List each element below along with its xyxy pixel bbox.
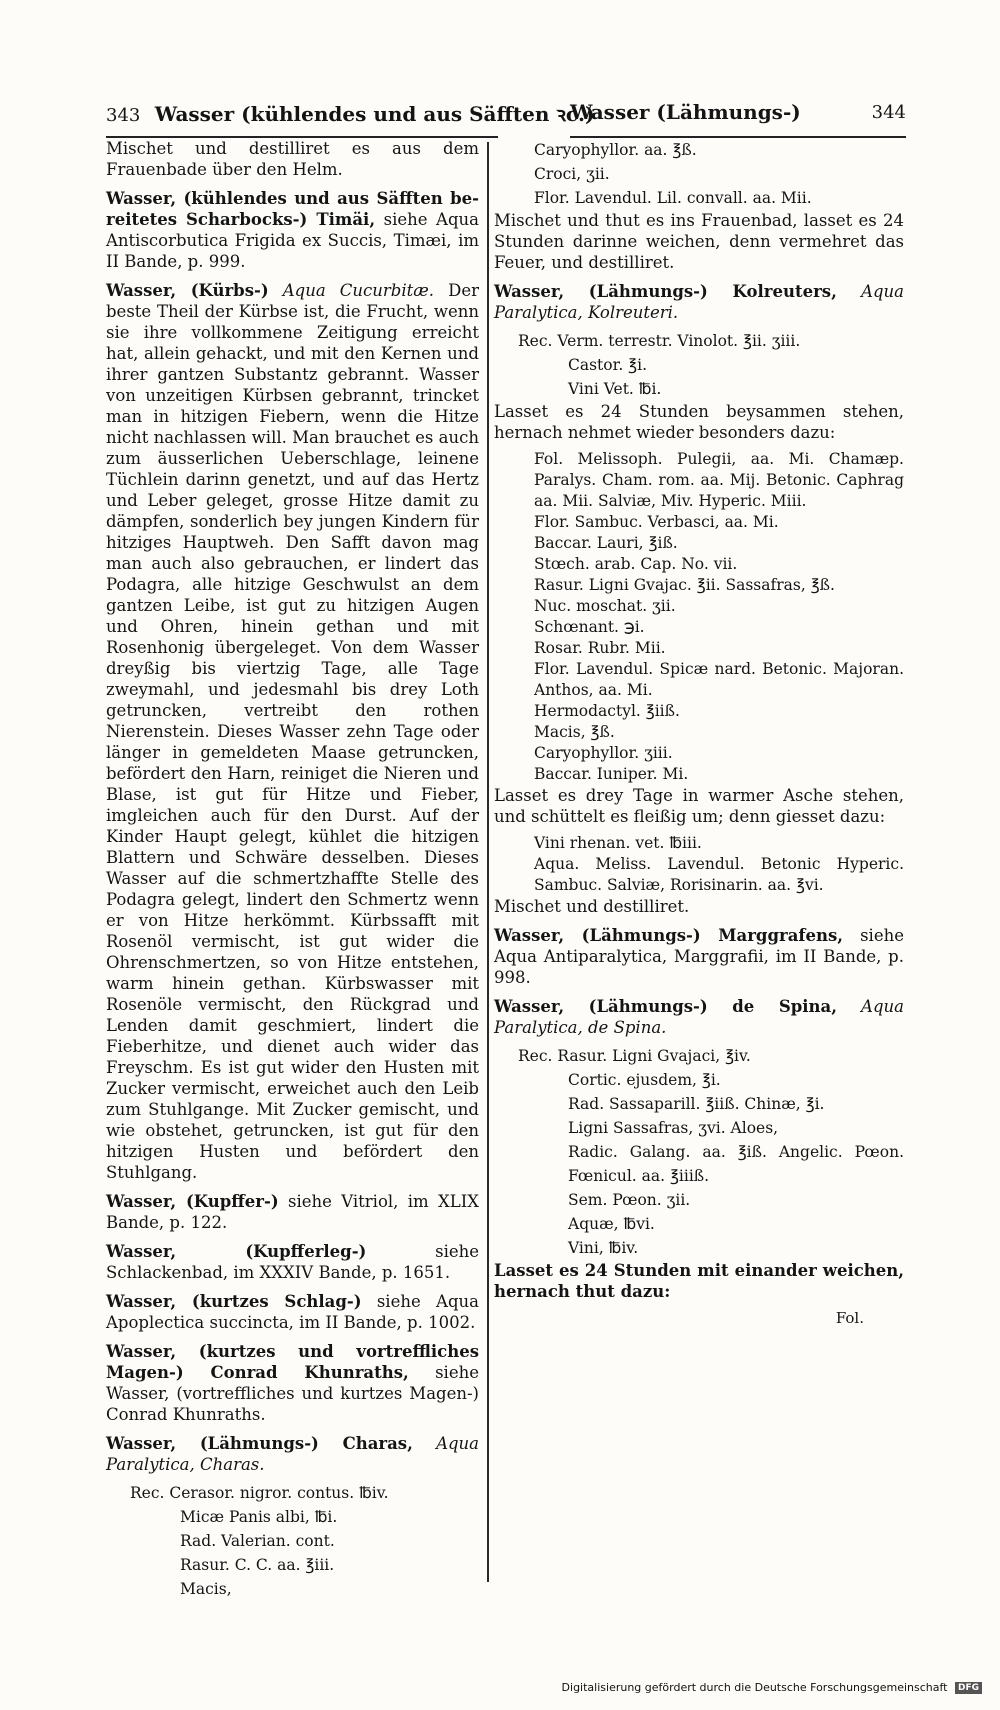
- recipe-line: Rec. Rasur. Ligni Gvajaci, ℥iv.: [518, 1047, 751, 1065]
- recipe-line: Vini rhenan. vet. ℔iii.: [534, 834, 702, 852]
- recipe-line: Schœnant. ℈i.: [534, 618, 645, 636]
- paragraph: Mischet und destilliret.: [494, 897, 690, 916]
- entry-headword: Wasser, (Lähmungs-) Kolreuters,: [494, 282, 837, 301]
- entry-headword: Wasser, (kurtzes Schlag-): [106, 1292, 362, 1311]
- recipe-line: Cortic. ejusdem, ℥i.: [568, 1071, 721, 1089]
- recipe-infusion: [494, 833, 904, 896]
- entry-kuerbs: [106, 280, 479, 1183]
- entry-kurtzes-schlag: [106, 1291, 479, 1333]
- entry-latin-name: Aqua Cucurbitæ.: [282, 281, 435, 300]
- catchword: Fol.: [835, 1309, 864, 1327]
- entry-kupfferleg: [106, 1241, 479, 1283]
- running-header-left: [106, 100, 595, 138]
- recipe-line: Aquæ, ℔vi.: [568, 1215, 655, 1233]
- entry-body: siehe Aqua Antiscorbutica Frigida ex Succis, Timæi, im II Bande, p. 999.: [106, 210, 480, 271]
- recipe-line: Sem. Pœon. ʒii.: [568, 1191, 691, 1209]
- entry-headword: Wasser, (Kupffer-): [106, 1192, 279, 1211]
- paragraph: Lasset es drey Tage in warmer Asche stehen, und schüttelt es fleißig um; denn giesset dazu:: [494, 786, 904, 826]
- entry-laehmungs-de-spina: [494, 996, 904, 1038]
- recipe-line: Aqua. Meliss. Lavendul. Betonic Hyperic. Sambuc. Salviæ, Rorisinarin. aa. ℥vi.: [534, 855, 904, 894]
- digitization-credit: [0, 1681, 1000, 1694]
- recipe-line: Micæ Panis albi, ℔i.: [180, 1508, 338, 1526]
- entry-body: Aqua Paralytica, Charas.: [106, 1434, 480, 1474]
- entry-headword: Wasser, (kurtzes und vortreffliches Magen-) Conrad Khunraths,: [106, 1342, 479, 1382]
- entry-body: Der beste Theil der Kürbse ist, die Frucht, wenn sie ihre vollkommene Zeitigung erreicht hat, allein gehackt, und mit den Kernen und ihrer gantzen Substantz gebrannt. Wasser von unzeitigen Kürbsen gebrannt, trincket man in hitzigen Fiebern, wenn die Hitze nicht nachlassen will. Man brauchet es auch zum äusserlichen Ueberschlage, leinene Tüchlein darinn genetzt, und auf das Hertz und Leber geleget, grosse Hitze damit zu dämpfen, sonderlich bey jungen Kindern für hitziges Hauptweh. Den Safft davon mag man auch also gebrauchen, er lindert das Podagra, alle hitzige Geschwulst an dem gantzen Leibe, ist gut zu hitzigen Augen und Ohren, hinein gethan und mit Rosenhonig übergeleget. Von dem Wasser dreyßig bis viertzig Tage, alle Tage zweymahl, und jedesmahl bis drey Loth getruncken, vertreibt den rothen Nierenstein. Dieses Wasser zehn Tage oder länger in gemeldeten Maase getruncken, befördert den Harn, reiniget die Nieren und Blase, ist gut für Hitze und Fieber, imgleichen auch für den Durst. Auf der Kinder Haupt gelegt, kühlet die hitzigen Blattern und Schwäre desselben. Dieses Wasser auf die schmertzhaffte Stelle des Podagra gelegt, lindert den Schmertz wenn er von Hitze herkömmt. Kürbssafft mit Rosenöl vermischt, ist gut wider die Ohrenschmertzen, so von Hitze entstehen, warm hinein gethan. Kürbswasser mit Rosenöle vermischt, den Rückgrad und Lenden damit geschmiert, lindert die Fieberhitze, und dienet auch wider das Freyschm. Es ist gut wider den Husten mit Zucker vermischt, erweichet auch den Leib zum Stuhlgange. Mit Zucker gemischt, und wie obstehet, getruncken, ist gut für den hitzigen Husten und befördert den Stuhlgang.: [106, 281, 479, 1182]
- entry-body: siehe Vitriol, im XLIX Bande, p. 122.: [106, 1192, 479, 1232]
- recipe-line: Caryophyllor. aa. ℥ß.: [534, 141, 697, 159]
- entry-laehmungs-charas: [106, 1433, 479, 1475]
- recipe-line: Vini, ℔iv.: [568, 1239, 639, 1257]
- entry-headword: Wasser, (Kürbs-): [106, 281, 269, 300]
- entry-laehmungs-marggrafens: [494, 925, 904, 988]
- recipe-line: Flor. Lavendul. Lil. convall. aa. Mii.: [534, 189, 812, 207]
- paragraph: Mischet und destilliret es aus dem Frauenbade über den Helm.: [106, 139, 479, 179]
- entry-kuehlendes-scharbocks: [106, 188, 479, 272]
- header-title-left: Wasser (kühlendes und aus Säfften ꝛc.): [154, 102, 595, 126]
- entry-laehmungs-kolreuters: [494, 281, 904, 323]
- credit-text: Digitalisierung gefördert durch die Deutsche Forschungsgemeinschaft: [561, 1681, 948, 1694]
- recipe-line: Radic. Galang. aa. ℥iß. Angelic. Pœon. Fœnicul. aa. ℥iiiß.: [568, 1143, 904, 1185]
- entry-kurtzes-magen: [106, 1341, 479, 1425]
- recipe-line: Rasur. Ligni Gvajac. ℥ii. Sassafras, ℥ß.: [534, 576, 835, 594]
- recipe-line: Macis, ℥ß.: [534, 723, 615, 741]
- page-number-right: 344: [871, 102, 906, 123]
- entry-headword: Wasser, (Lähmungs-) Marggrafens,: [494, 926, 844, 945]
- recipe-line: Baccar. Lauri, ℥iß.: [534, 534, 678, 552]
- recipe-line: Rasur. C. C. aa. ℥iii.: [180, 1556, 335, 1574]
- entry-body: Aqua Paralytica, Kolreuteri.: [494, 282, 905, 322]
- recipe-line: Croci, ʒii.: [534, 165, 610, 183]
- recipe-line: Stœch. arab. Cap. No. vii.: [534, 555, 738, 573]
- column-divider: [487, 142, 489, 1582]
- page-number-left: 343: [106, 105, 141, 126]
- recipe-line: Macis,: [180, 1580, 232, 1598]
- recipe-line: Castor. ℥i.: [568, 356, 648, 374]
- recipe-line: Caryophyllor. ʒiii.: [534, 744, 673, 762]
- paragraph: Lasset es 24 Stunden mit einander weichen, hernach thut dazu:: [494, 1261, 904, 1301]
- paragraph: Lasset es 24 Stunden beysammen stehen, hernach nehmet wieder besonders dazu:: [494, 402, 904, 442]
- recipe-line: Rec. Cerasor. nigror. contus. ℔iv.: [130, 1484, 389, 1502]
- recipe-line: Rad. Valerian. cont.: [180, 1532, 335, 1550]
- entry-body: siehe Aqua Apoplectica succincta, im II Bande, p. 1002.: [106, 1292, 479, 1332]
- recipe-additions: [494, 449, 904, 785]
- entry-kupffer: [106, 1191, 479, 1233]
- running-header-right: [570, 100, 906, 138]
- recipe-de-spina: [494, 1044, 904, 1260]
- entry-headword: Wasser, (Kupfferleg-): [106, 1242, 367, 1261]
- entry-body: siehe Aqua Antiparalytica, Marggrafii, im II Bande, p. 998.: [494, 926, 904, 987]
- entry-body: siehe Schlackenbad, im XXXIV Bande, p. 1651.: [106, 1242, 480, 1282]
- recipe-line: Rad. Sassaparill. ℥iiß. Chinæ, ℥i.: [568, 1095, 825, 1113]
- entry-headword: Wasser, (Lähmungs-) Charas,: [106, 1434, 413, 1453]
- recipe-line: Fol. Melissoph. Pulegii, aa. Mi. Chamæp. Paralys. Cham. rom. aa. Mij. Betonic. Caphrag aa. Mii. Salviæ, Miv. Hyperic. Miii.: [534, 450, 904, 510]
- recipe-line: Rosar. Rubr. Mii.: [534, 639, 666, 657]
- recipe-line: Flor. Sambuc. Verbasci, aa. Mi.: [534, 513, 779, 531]
- recipe-continued: [494, 138, 904, 210]
- right-column: [494, 138, 904, 1329]
- entry-headword: Wasser, (kühlendes und aus Säfften be- reitetes Scharbocks-) Timäi,: [106, 189, 479, 229]
- header-title-right: Wasser (Lähmungs-): [570, 100, 801, 124]
- entry-body: siehe Wasser, (vortreffliches und kurtzes Magen-) Conrad Khunraths.: [106, 1363, 479, 1424]
- recipe-line: Hermodactyl. ℥iiß.: [534, 702, 680, 720]
- dfg-logo: DFG: [955, 1682, 982, 1694]
- recipe-line: Baccar. Iuniper. Mi.: [534, 765, 689, 783]
- recipe-line: Flor. Lavendul. Spicæ nard. Betonic. Majoran. Anthos, aa. Mi.: [534, 660, 904, 699]
- entry-headword: Wasser, (Lähmungs-) de Spina,: [494, 997, 837, 1016]
- recipe-line: Rec. Verm. terrestr. Vinolot. ℥ii. ʒiii.: [518, 332, 801, 350]
- recipe-line: Nuc. moschat. ʒii.: [534, 597, 676, 615]
- recipe-charas: [106, 1481, 479, 1601]
- entry-body: Aqua Paralytica, de Spina.: [494, 997, 904, 1037]
- recipe-line: Ligni Sassafras, ʒvi. Aloes,: [568, 1119, 779, 1137]
- left-column: [106, 138, 479, 1601]
- paragraph: Mischet und thut es ins Frauenbad, lasset es 24 Stunden darinne weichen, denn vermehret das Feuer, und destilliret.: [494, 211, 904, 272]
- recipe-kolreuters: [494, 329, 904, 401]
- recipe-line: Vini Vet. ℔i.: [568, 380, 662, 398]
